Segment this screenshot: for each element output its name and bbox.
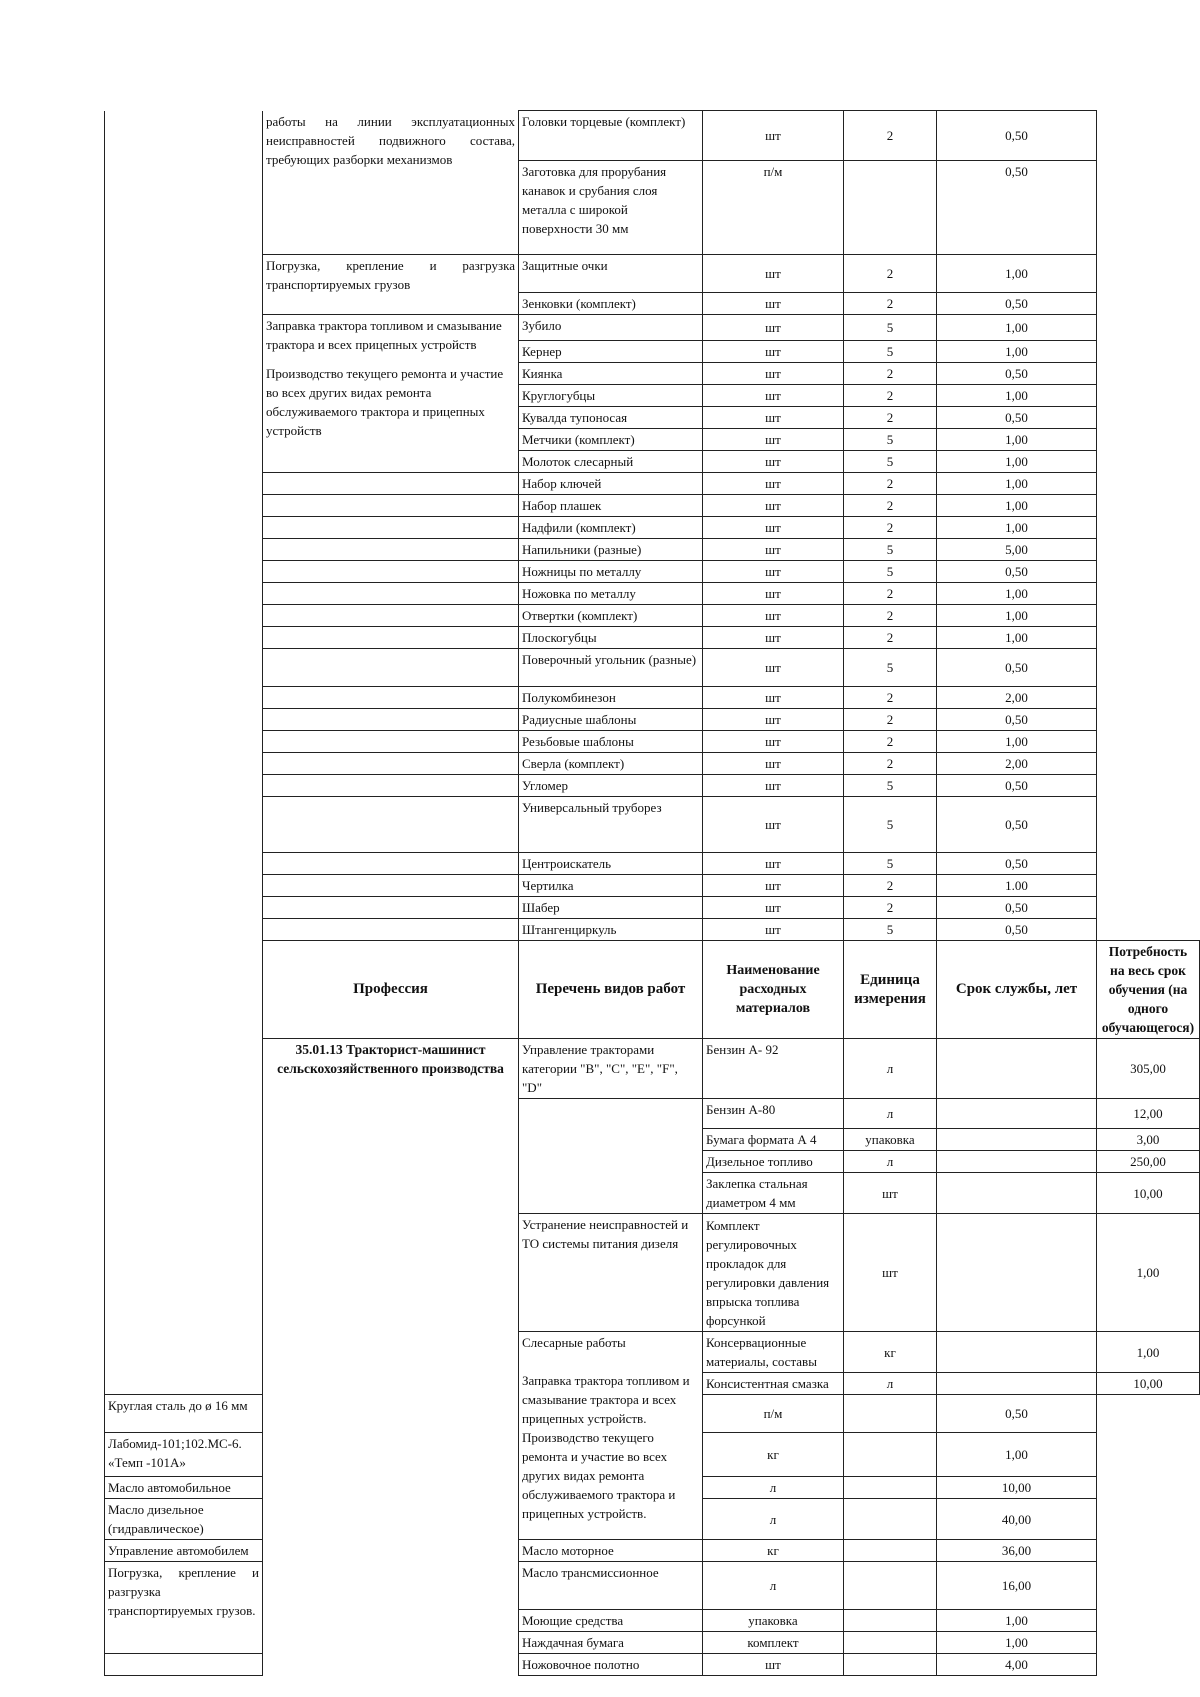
need-cell: 1,00 [1097,1214,1200,1332]
unit-cell: л [844,1151,937,1173]
need-cell: 1,00 [937,473,1097,495]
unit-cell: шт [844,1173,937,1214]
life-cell: 2 [844,363,937,385]
table-row [105,1039,1200,1099]
unit-cell: л [703,1562,844,1610]
need-cell: 0,50 [937,161,1097,255]
need-cell: 0,50 [937,775,1097,797]
unit-cell: шт [703,875,844,897]
work-cell [519,1099,703,1214]
material-name: Центроискатель [519,853,703,875]
life-cell: 2 [844,731,937,753]
material-name: Молоток слесарный [519,451,703,473]
unit-cell: п/м [703,161,844,255]
life-cell: 2 [844,473,937,495]
life-cell: 2 [844,517,937,539]
life-cell: 2 [844,897,937,919]
need-cell: 0,50 [937,709,1097,731]
unit-cell: л [703,1477,844,1499]
unit-cell: шт [703,649,844,687]
table-row [105,875,1200,897]
need-cell: 10,00 [1097,1373,1200,1395]
life-cell [937,1039,1097,1099]
table-row [105,919,1200,941]
life-cell: 2 [844,293,937,315]
need-cell: 10,00 [1097,1173,1200,1214]
need-cell: 0,50 [937,561,1097,583]
unit-cell: упаковка [844,1129,937,1151]
table-row [105,517,1200,539]
life-cell: 5 [844,919,937,941]
material-name: Отвертки (комплект) [519,605,703,627]
unit-cell: шт [703,731,844,753]
unit-cell: шт [703,583,844,605]
unit-cell: шт [703,897,844,919]
need-cell: 5,00 [937,539,1097,561]
material-name: Чертилка [519,875,703,897]
need-cell: 12,00 [1097,1099,1200,1129]
table-row [105,649,1200,687]
need-cell: 1,00 [937,385,1097,407]
need-cell: 0,50 [937,853,1097,875]
need-cell: 0,50 [937,919,1097,941]
need-cell: 1,00 [937,583,1097,605]
life-cell [937,1373,1097,1395]
unit-cell: комплект [703,1632,844,1654]
life-cell [844,1395,937,1433]
material-name: Дизельное топливо [703,1151,844,1173]
work-cell [263,473,519,495]
material-name: Консервационные материалы, составы [703,1332,844,1373]
need-cell: 16,00 [937,1562,1097,1610]
material-name: Сверла (комплект) [519,753,703,775]
life-cell [844,1632,937,1654]
table-row [105,797,1200,853]
material-name: Заклепка стальная диаметром 4 мм [703,1173,844,1214]
life-cell [844,1499,937,1540]
need-cell: 1,00 [937,1632,1097,1654]
life-cell [844,1610,937,1632]
life-cell [844,161,937,255]
need-cell: 1,00 [937,517,1097,539]
life-cell: 5 [844,797,937,853]
material-name: Заготовка для прорубания канавок и срубания слоя металла с широкой поверхности 30 мм [519,161,703,255]
material-name: Полукомбинезон [519,687,703,709]
work-cell [105,1654,263,1676]
need-cell: 0,50 [937,111,1097,161]
life-cell: 5 [844,561,937,583]
unit-cell: шт [703,255,844,293]
table-row [105,687,1200,709]
unit-cell: шт [703,429,844,451]
need-cell: 2,00 [937,753,1097,775]
life-cell: 2 [844,627,937,649]
need-cell: 0,50 [937,363,1097,385]
life-cell: 2 [844,385,937,407]
life-cell [844,1433,937,1477]
unit-cell: кг [844,1332,937,1373]
life-cell: 5 [844,451,937,473]
work-cell [263,919,519,941]
work-cell [263,495,519,517]
unit-cell: шт [703,797,844,853]
life-cell: 2 [844,875,937,897]
table-row [105,709,1200,731]
need-cell: 1,00 [937,451,1097,473]
unit-cell: л [703,1499,844,1540]
unit-cell: шт [703,517,844,539]
material-name: Набор ключей [519,473,703,495]
table-row [105,583,1200,605]
material-name: Штангенциркуль [519,919,703,941]
material-name: Лабомид-101;102.МС-6. «Темп -101А» [105,1433,263,1477]
material-name: Масло автомобильное [105,1477,263,1499]
life-cell: 2 [844,111,937,161]
material-name: Универсальный труборез [519,797,703,853]
work-cell [263,775,519,797]
table-row [105,315,1200,341]
need-cell: 0,50 [937,897,1097,919]
need-cell: 0,50 [937,293,1097,315]
life-cell: 5 [844,429,937,451]
life-cell: 2 [844,255,937,293]
unit-cell: шт [703,853,844,875]
header-row [105,941,1200,1039]
material-name: Консистентная смазка [703,1373,844,1395]
work-cell: Управление автомобилем [105,1540,263,1562]
material-name: Набор плашек [519,495,703,517]
material-name: Бензин А-80 [703,1099,844,1129]
unit-cell: шт [703,605,844,627]
unit-cell: л [844,1373,937,1395]
life-cell: 5 [844,315,937,341]
header-material: Наименование расходных материалов [703,941,844,1039]
material-name: Ножовка по металлу [519,583,703,605]
material-name: Кернер [519,341,703,363]
life-cell: 5 [844,341,937,363]
life-cell: 5 [844,775,937,797]
life-cell: 2 [844,583,937,605]
table-row [105,853,1200,875]
material-name: Шабер [519,897,703,919]
work-cell [263,753,519,775]
work-cell [263,687,519,709]
material-name: Наждачная бумага [519,1632,703,1654]
need-cell: 0,50 [937,649,1097,687]
need-cell: 1,00 [937,1433,1097,1477]
unit-cell: шт [703,451,844,473]
life-cell [937,1099,1097,1129]
need-cell: 0,50 [937,1395,1097,1433]
work-cell: Слесарные работы Заправка трактора топливом и смазывание трактора и всех прицепных устройств. Производство текущего ремонта и участие во всех других видах ремонта обслуживаемого трактора и прицепных устройств. [519,1332,703,1540]
need-cell: 250,00 [1097,1151,1200,1173]
work-cell [263,539,519,561]
material-name: Резьбовые шаблоны [519,731,703,753]
header-unit: Единица измерения [844,941,937,1039]
unit-cell: кг [703,1540,844,1562]
table-row [105,561,1200,583]
need-cell: 305,00 [1097,1039,1200,1099]
unit-cell: кг [703,1433,844,1477]
life-cell: 2 [844,495,937,517]
table-row [105,897,1200,919]
material-name: Защитные очки [519,255,703,293]
unit-cell: л [844,1039,937,1099]
unit-cell: шт [703,341,844,363]
work-cell: Устранение неисправностей и ТО системы питания дизеля [519,1214,703,1332]
material-name: Угломер [519,775,703,797]
life-cell [937,1151,1097,1173]
work-cell [263,627,519,649]
profession-cell: 35.01.13 Тракторист-машинист сельскохозяйственного производства [263,1039,519,1676]
work-cell [263,875,519,897]
unit-cell: шт [703,111,844,161]
header-life: Срок службы, лет [937,941,1097,1039]
need-cell: 1,00 [937,627,1097,649]
need-cell: 0,50 [937,797,1097,853]
unit-cell: шт [703,363,844,385]
material-name: Бумага формата А 4 [703,1129,844,1151]
table-row [105,495,1200,517]
life-cell [937,1173,1097,1214]
work-cell [263,731,519,753]
material-name: Круглогубцы [519,385,703,407]
table-row [105,605,1200,627]
unit-cell: шт [844,1214,937,1332]
need-cell: 36,00 [937,1540,1097,1562]
life-cell [844,1654,937,1676]
material-name: Масло дизельное (гидравлическое) [105,1499,263,1540]
work-cell [263,649,519,687]
unit-cell: шт [703,539,844,561]
material-name: Ножницы по металлу [519,561,703,583]
table-row [105,473,1200,495]
work-cell [263,853,519,875]
unit-cell: шт [703,775,844,797]
material-name: Комплект регулировочных прокладок для регулировки давления впрыска топлива форсункой [703,1214,844,1332]
work-cell [263,897,519,919]
unit-cell: шт [703,315,844,341]
unit-cell: шт [703,473,844,495]
life-cell: 5 [844,649,937,687]
need-cell: 1,00 [937,731,1097,753]
document [104,110,1200,1676]
unit-cell: шт [703,407,844,429]
need-cell: 2,00 [937,687,1097,709]
table-row [105,731,1200,753]
material-name: Киянка [519,363,703,385]
need-cell: 10,00 [937,1477,1097,1499]
need-cell: 3,00 [1097,1129,1200,1151]
work-cell: Погрузка, крепление и разгрузка транспортируемых грузов. [105,1562,263,1654]
material-name: Бензин А- 92 [703,1039,844,1099]
material-name: Ножовочное полотно [519,1654,703,1676]
material-name: Кувалда тупоносая [519,407,703,429]
life-cell [844,1477,937,1499]
unit-cell: шт [703,753,844,775]
material-name: Головки торцевые (комплект) [519,111,703,161]
need-cell: 1,00 [937,429,1097,451]
life-cell [844,1562,937,1610]
life-cell: 2 [844,753,937,775]
unit-cell: шт [703,627,844,649]
material-name: Метчики (комплект) [519,429,703,451]
table-row [105,255,1200,293]
need-cell: 4,00 [937,1654,1097,1676]
need-cell: 1,00 [937,255,1097,293]
need-cell: 1,00 [937,1610,1097,1632]
need-cell: 1,00 [937,605,1097,627]
material-name: Масло моторное [519,1540,703,1562]
material-name: Зубило [519,315,703,341]
life-cell [937,1214,1097,1332]
unit-cell: шт [703,293,844,315]
material-name: Надфили (комплект) [519,517,703,539]
unit-cell: упаковка [703,1610,844,1632]
material-name: Плоскогубцы [519,627,703,649]
profession-cell-continued [105,111,263,1395]
unit-cell: п/м [703,1395,844,1433]
work-cell [263,709,519,731]
need-cell: 1,00 [1097,1332,1200,1373]
material-name: Масло трансмиссионное [519,1562,703,1610]
table-row [105,539,1200,561]
work-cell [263,561,519,583]
table-row [105,111,1200,161]
material-name: Напильники (разные) [519,539,703,561]
table-row [105,627,1200,649]
life-cell: 2 [844,709,937,731]
header-profession: Профессия [263,941,519,1039]
life-cell [937,1332,1097,1373]
life-cell [937,1129,1097,1151]
unit-cell: шт [703,561,844,583]
material-name: Радиусные шаблоны [519,709,703,731]
life-cell: 2 [844,687,937,709]
work-cell [263,517,519,539]
life-cell: 5 [844,853,937,875]
need-cell: 1,00 [937,315,1097,341]
need-cell: 1,00 [937,341,1097,363]
table-row [105,753,1200,775]
unit-cell: шт [703,687,844,709]
header-need: Потребность на весь срок обучения (на одного обучающегося) [1097,941,1200,1039]
material-name: Поверочный угольник (разные) [519,649,703,687]
table-row [105,775,1200,797]
header-works: Перечень видов работ [519,941,703,1039]
life-cell: 5 [844,539,937,561]
work-cell: Погрузка, крепление и разгрузка транспортируемых грузов [263,255,519,315]
need-cell: 40,00 [937,1499,1097,1540]
work-cell: Заправка трактора топливом и смазывание трактора и всех прицепных устройств Производство текущего ремонта и участие во всех других видах ремонта обслуживаемого трактора и прицепных устройств [263,315,519,473]
work-cell: Управление тракторами категории "B", "C", "E", "F", "D" [519,1039,703,1099]
need-cell: 1,00 [937,495,1097,517]
life-cell: 2 [844,407,937,429]
unit-cell: шт [703,709,844,731]
life-cell: 2 [844,605,937,627]
material-name: Круглая сталь до ø 16 мм [105,1395,263,1433]
unit-cell: шт [703,385,844,407]
material-name: Зенковки (комплект) [519,293,703,315]
need-cell: 1.00 [937,875,1097,897]
work-cell [263,605,519,627]
life-cell [844,1540,937,1562]
material-name: Моющие средства [519,1610,703,1632]
need-cell: 0,50 [937,407,1097,429]
unit-cell: шт [703,495,844,517]
work-cell [263,797,519,853]
unit-cell: шт [703,919,844,941]
work-cell: работы на линии эксплуатационных неисправностей подвижного состава, требующих разборки механизмов [263,111,519,255]
materials-table [104,110,1200,1676]
work-cell [263,583,519,605]
unit-cell: л [844,1099,937,1129]
unit-cell: шт [703,1654,844,1676]
